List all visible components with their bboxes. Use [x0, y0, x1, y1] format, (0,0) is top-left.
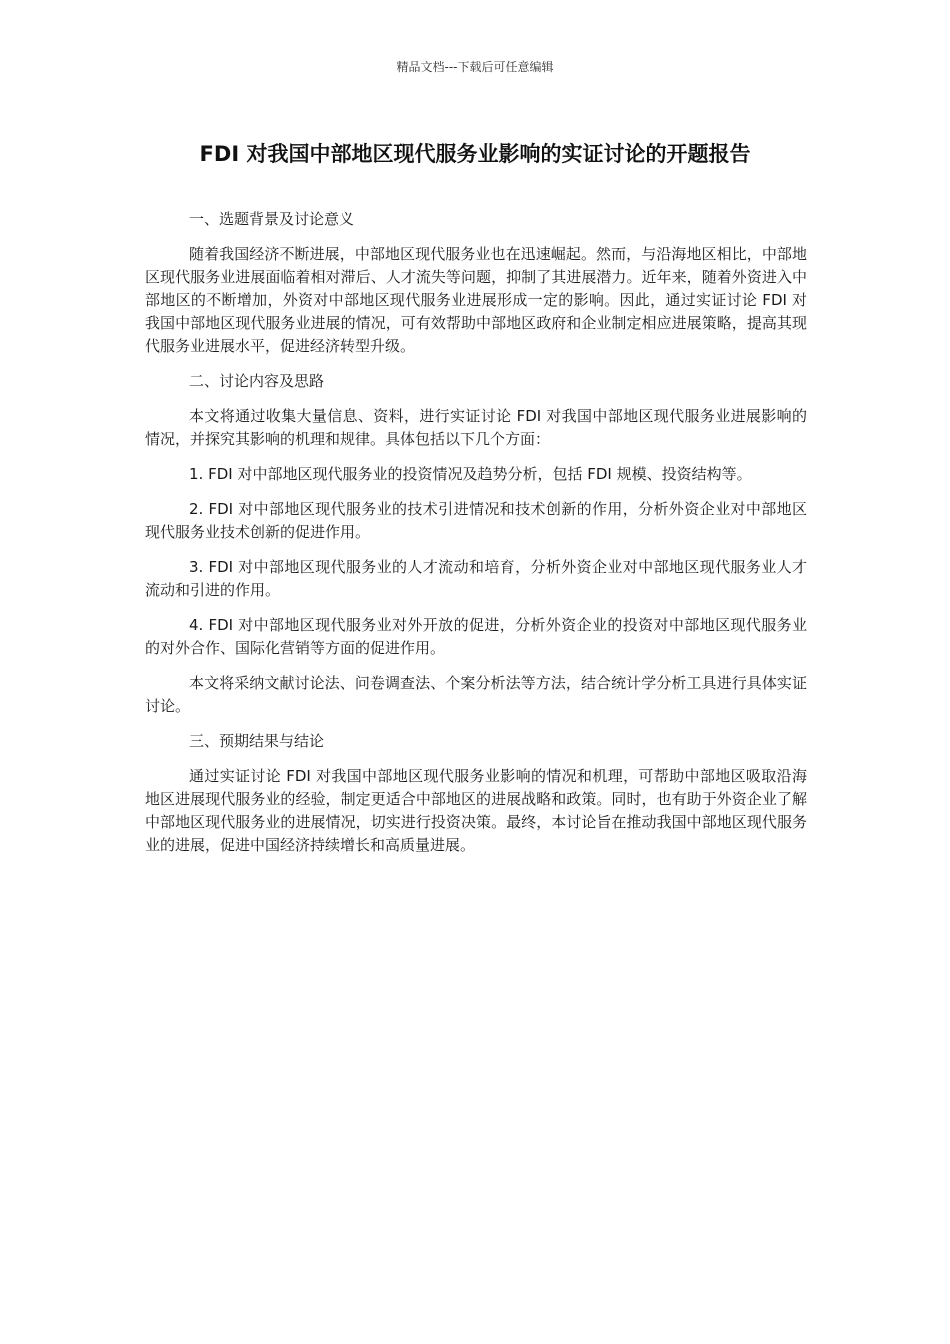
list-item: 2. FDI 对中部地区现代服务业的技术引进情况和技术创新的作用，分析外资企业对中部地区现代服务业技术创新的促进作用。 [145, 500, 807, 541]
list-item: 3. FDI 对中部地区现代服务业的人才流动和培育，分析外资企业对中部地区现代服务业人才流动和引进的作用。 [145, 558, 807, 599]
section-heading-content: 二、讨论内容及思路 [189, 372, 325, 390]
list-item: 1. FDI 对中部地区现代服务业的投资情况及趋势分析，包括 FDI 规模、投资结构等。 [189, 465, 752, 483]
section-heading-results: 三、预期结果与结论 [189, 732, 325, 750]
section-heading-background: 一、选题背景及讨论意义 [189, 210, 355, 228]
document-body [145, 208, 807, 869]
paragraph: 本文将采纳文献讨论法、问卷调查法、个案分析法等方法，结合统计学分析工具进行具体实证讨论。 [145, 674, 807, 715]
paragraph: 随着我国经济不断进展，中部地区现代服务业也在迅速崛起。然而，与沿海地区相比，中部地区现代服务业进展面临着相对滞后、人才流失等问题，抑制了其进展潜力。近年来，随着外资进入中部地区的不断增加，外资对中部地区现代服务业进展形成一定的影响。因此，通过实证讨论 FDI 对我国中部地区现代服务业进展的情况，可有效帮助中部地区政府和企业制定相应进展策略，提高其现代服务业进展水平，促进经济转型升级。 [145, 245, 807, 355]
list-item: 4. FDI 对中部地区现代服务业对外开放的促进，分析外资企业的投资对中部地区现代服务业的对外合作、国际化营销等方面的促进作用。 [145, 616, 807, 657]
paragraph: 通过实证讨论 FDI 对我国中部地区现代服务业影响的情况和机理，可帮助中部地区吸取沿海地区进展现代服务业的经验，制定更适合中部地区的进展战略和政策。同时，也有助于外资企业了解中部地区现代服务业的进展情况，切实进行投资决策。最终，本讨论旨在推动我国中部地区现代服务业的进展，促进中国经济持续增长和高质量进展。 [145, 767, 807, 854]
header-note: 精品文档---下载后可任意编辑 [396, 60, 554, 74]
paragraph: 本文将通过收集大量信息、资料，进行实证讨论 FDI 对我国中部地区现代服务业进展影响的情况，并探究其影响的机理和规律。具体包括以下几个方面： [145, 407, 807, 448]
document-title: FDI 对我国中部地区现代服务业影响的实证讨论的开题报告 [199, 142, 751, 166]
